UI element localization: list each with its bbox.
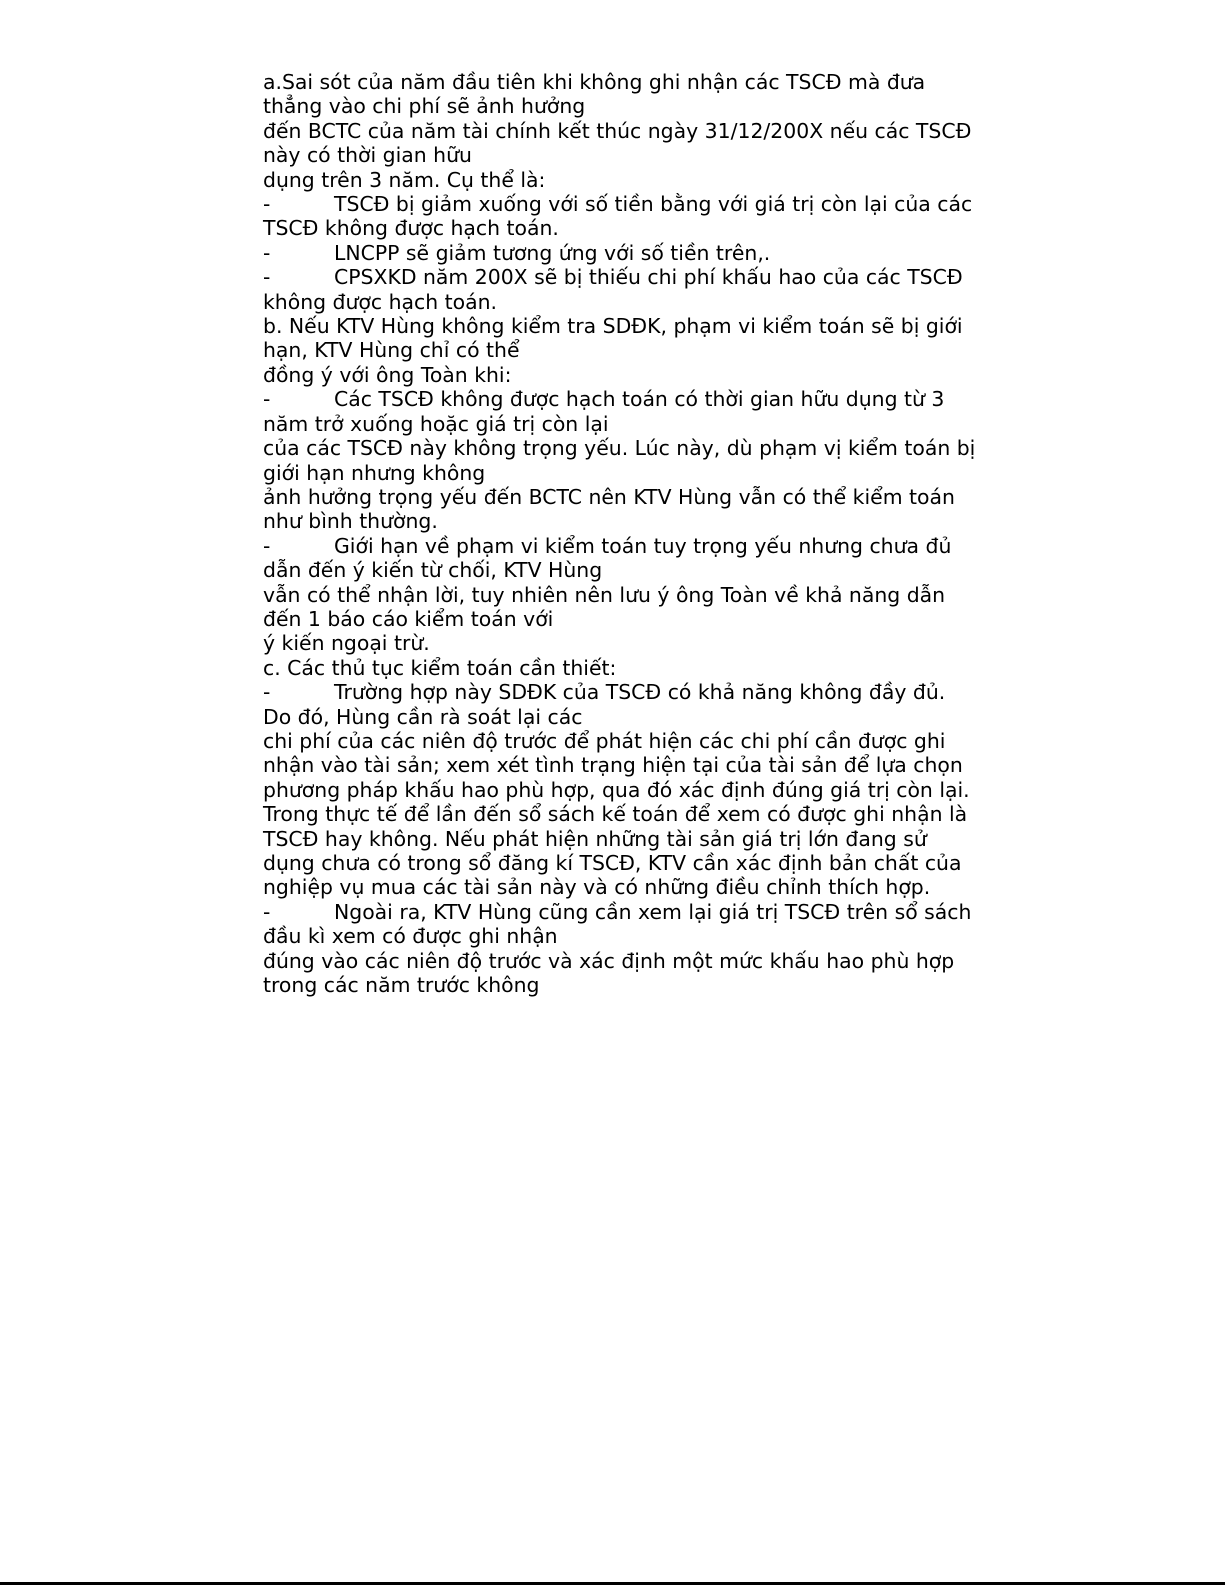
line-text: Do đó, Hùng cần rà soát lại các [263,704,583,729]
bullet-line [263,265,1003,289]
bullet-line [263,534,1003,558]
line-text: ý kiến ngoại trừ. [263,631,430,656]
text-line [263,216,1003,240]
line-text: nghiệp vụ mua các tài sản này và có những điều chỉnh thích hợp. [263,875,931,900]
line-text: của các TSCĐ này không trọng yếu. Lúc này, dù phạm vị kiểm toán bị [263,436,976,461]
text-line [263,412,1003,436]
line-text: đồng ý với ông Toàn khi: [263,362,512,387]
text-line [263,70,1003,94]
text-line [263,119,1003,143]
line-text: LNCPP sẽ giảm tương ứng với số tiền trên,. [334,240,771,265]
line-text: như bình thường. [263,509,438,534]
text-line [263,485,1003,509]
bullet-dash: - [263,192,271,217]
line-text: dẫn đến ý kiến từ chối, KTV Hùng [263,558,603,583]
line-text: ảnh hưởng trọng yếu đến BCTC nên KTV Hùng vẫn có thể kiểm toán [263,484,955,509]
text-line [263,558,1003,582]
bullet-dash: - [263,265,271,290]
bullet-dash: - [263,240,271,265]
line-text: Trường hợp này SDĐK của TSCĐ có khả năng không đầy đủ. [334,680,946,705]
line-text: Giới hạn về phạm vi kiểm toán tuy trọng yếu nhưng chưa đủ [334,533,952,558]
text-line [263,851,1003,875]
text-line [263,631,1003,655]
bullet-dash: - [263,680,271,705]
text-line [263,924,1003,948]
text-line [263,705,1003,729]
line-text: này có thời gian hữu [263,143,472,168]
bullet-line [263,387,1003,411]
text-line [263,363,1003,387]
line-text: phương pháp khấu hao phù hợp, qua đó xác định đúng giá trị còn lại. [263,777,970,802]
line-text: Các TSCĐ không được hạch toán có thời gian hữu dụng từ 3 [334,387,945,412]
line-text: dụng trên 3 năm. Cụ thể là: [263,167,546,192]
bullet-dash: - [263,899,271,924]
line-text: dụng chưa có trong sổ đăng kí TSCĐ, KTV cần xác định bản chất của [263,851,962,875]
line-text: chi phí của các niên độ trước để phát hiện các chi phí cần được ghi [263,728,946,753]
line-text: CPSXKD năm 200X sẽ bị thiếu chi phí khấu hao của các TSCĐ [334,265,963,290]
line-text: Ngoài ra, KTV Hùng cũng cần xem lại giá trị TSCĐ trên sổ sách [334,899,972,924]
text-line [263,461,1003,485]
line-text: giới hạn nhưng không [263,460,486,485]
text-line [263,729,1003,753]
line-text: không được hạch toán. [263,289,497,314]
bullet-dash: - [263,387,271,412]
line-text: đến BCTC của năm tài chính kết thúc ngày 31/12/200X nếu các TSCĐ [263,118,972,143]
text-line [263,436,1003,460]
text-line [263,802,1003,826]
text-line [263,314,1003,338]
text-line [263,973,1003,997]
line-text: TSCĐ bị giảm xuống với số tiền bằng với giá trị còn lại của các [334,192,973,217]
bullet-line [263,680,1003,704]
line-text: a.Sai sót của năm đầu tiên khi không ghi nhận các TSCĐ mà đưa [263,70,926,94]
bullet-line [263,241,1003,265]
bullet-dash: - [263,533,271,558]
line-text: nhận vào tài sản; xem xét tình trạng hiện tại của tài sản để lựa chọn [263,753,963,778]
text-line [263,753,1003,777]
line-text: c. Các thủ tục kiểm toán cần thiết: [263,655,617,680]
text-line [263,607,1003,631]
line-text: năm trở xuống hoặc giá trị còn lại [263,411,609,436]
line-text: TSCĐ không được hạch toán. [263,216,559,241]
text-line [263,509,1003,533]
text-line [263,583,1003,607]
line-text: trong các năm trước không [263,973,540,998]
text-line [263,875,1003,899]
line-text: đúng vào các niên độ trước và xác định một mức khấu hao phù hợp [263,948,955,973]
line-text: vẫn có thể nhận lời, tuy nhiên nên lưu ý ông Toàn về khả năng dẫn [263,582,946,607]
bullet-line [263,900,1003,924]
line-text: đến 1 báo cáo kiểm toán với [263,606,554,631]
text-line [263,827,1003,851]
line-text: Trong thực tế để lần đến sổ sách kế toán để xem có được ghi nhận là [263,802,968,827]
text-line [263,949,1003,973]
text-line [263,143,1003,167]
text-line [263,94,1003,118]
document-body [263,70,1003,997]
bullet-line [263,192,1003,216]
line-text: thẳng vào chi phí sẽ ảnh hưởng [263,94,586,119]
line-text: b. Nếu KTV Hùng không kiểm tra SDĐK, phạm vi kiểm toán sẽ bị giới [263,314,963,339]
line-text: đầu kì xem có được ghi nhận [263,924,558,949]
line-text: TSCĐ hay không. Nếu phát hiện những tài sản giá trị lớn đang sử [263,826,927,851]
text-line [263,338,1003,362]
text-line [263,168,1003,192]
text-line [263,656,1003,680]
text-line [263,778,1003,802]
line-text: hạn, KTV Hùng chỉ có thể [263,338,520,363]
text-line [263,290,1003,314]
